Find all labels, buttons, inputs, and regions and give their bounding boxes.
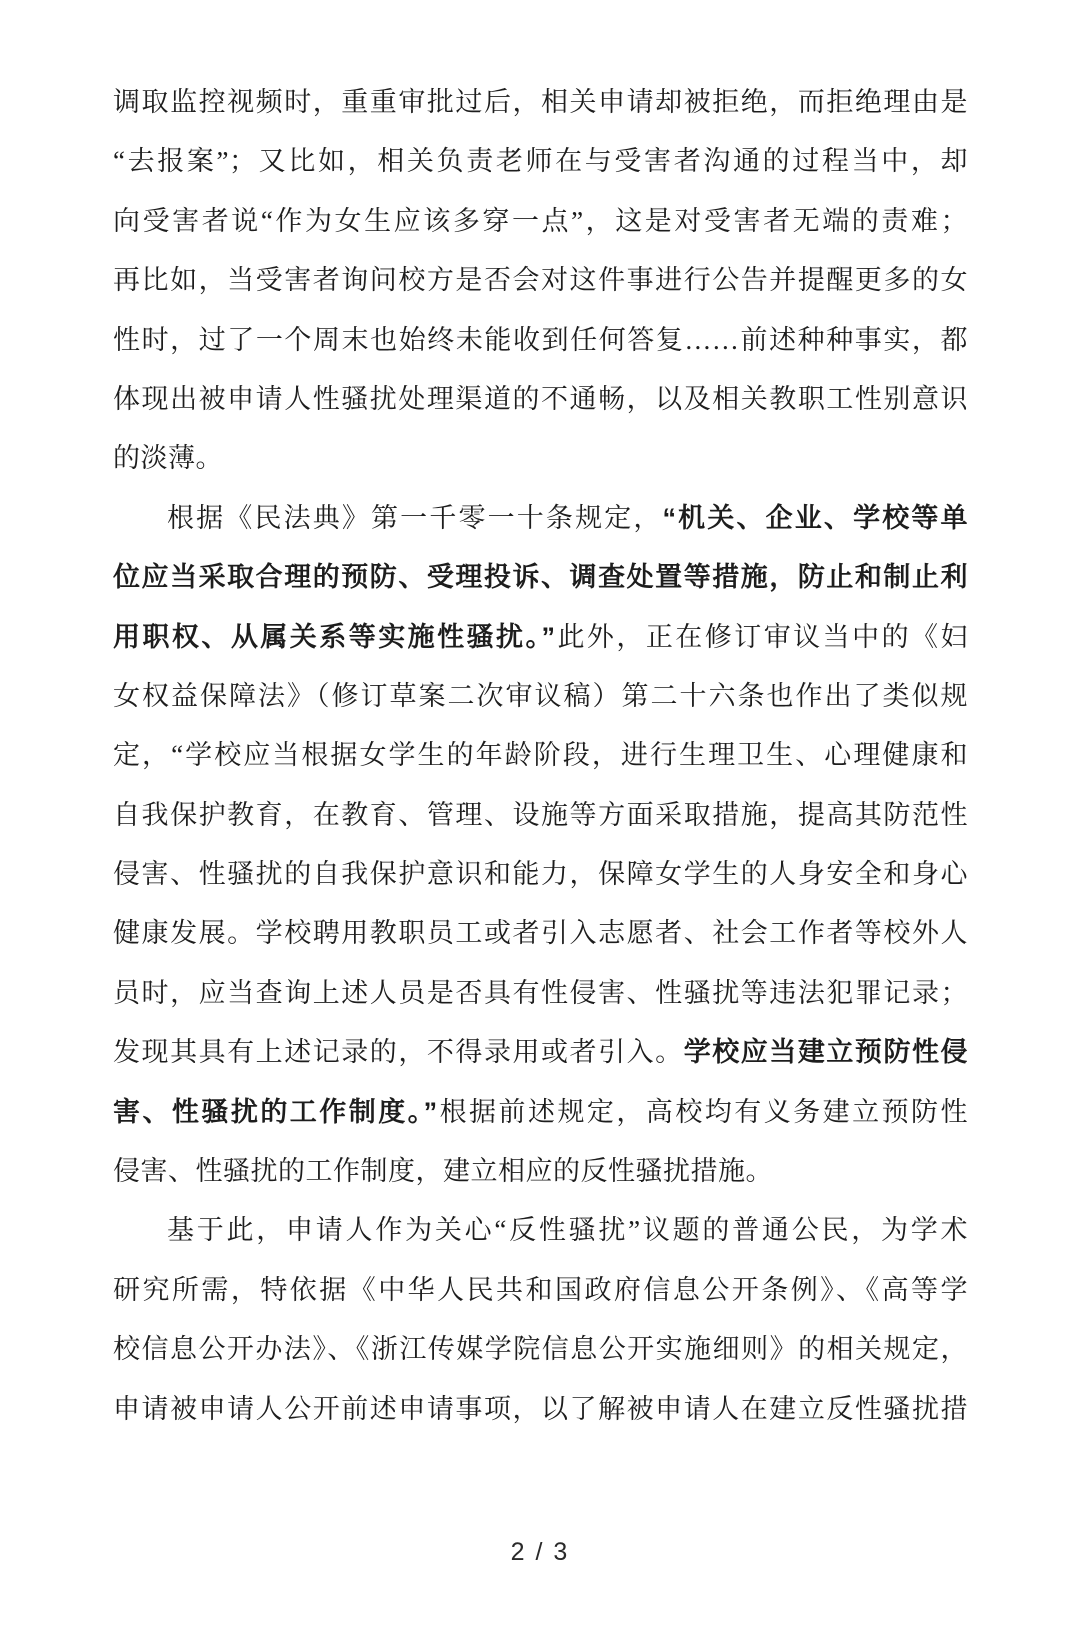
- text-run: 此外，正在修订审议当中的《妇: [555, 621, 969, 652]
- text-run: 根据《民法典》第一千零一十条规定，: [167, 502, 663, 533]
- text-line: [113, 1320, 968, 1379]
- text-line: [113, 1083, 968, 1142]
- page-number: 2 / 3: [510, 1538, 570, 1566]
- text-line: [113, 548, 968, 607]
- text-run: 校信息公开办法》、《浙江传媒学院信息公开实施细则》的相关规定，: [113, 1334, 968, 1365]
- text-line: [113, 1023, 968, 1082]
- bold-text-run: “机关、企业、学校等单: [662, 502, 969, 533]
- text-line: [113, 1380, 968, 1439]
- text-line: [113, 786, 968, 845]
- text-line: [113, 251, 968, 310]
- text-run: 调取监控视频时，重重审批过后，相关申请却被拒绝，而拒绝理由是: [113, 87, 968, 117]
- text-run: 女权益保障法》（修订草案二次审议稿）第二十六条也作出了类似规: [113, 680, 968, 711]
- text-line: [113, 904, 968, 963]
- bold-text-run: 害、性骚扰的工作制度。”: [113, 1096, 438, 1127]
- text-line: [113, 1261, 968, 1320]
- text-line: [113, 1142, 968, 1201]
- text-line: [113, 608, 968, 667]
- text-line: [113, 667, 968, 726]
- text-run: 根据前述规定，高校均有义务建立预防性: [437, 1096, 969, 1127]
- text-run: 侵害、性骚扰的工作制度，建立相应的反性骚扰措施。: [113, 1156, 773, 1187]
- text-line: [113, 726, 968, 785]
- text-run: 自我保护教育，在教育、管理、设施等方面采取措施，提高其防范性: [113, 799, 968, 830]
- text-line: [113, 132, 968, 191]
- text-run: 侵害、性骚扰的自我保护意识和能力，保障女学生的人身安全和身心: [113, 859, 968, 890]
- bold-text-run: 位应当采取合理的预防、受理投诉、调查处置等措施，防止和制止利: [113, 562, 968, 593]
- text-run: 向受害者说“作为女生应该多穿一点”，这是对受害者无端的责难；: [113, 205, 968, 236]
- text-run: 员时，应当查询上述人员是否具有性侵害、性骚扰等违法犯罪记录；: [113, 977, 968, 1008]
- text-run: 定，“学校应当根据女学生的年龄阶段，进行生理卫生、心理健康和: [113, 740, 968, 771]
- text-run: “去报案”；又比如，相关负责老师在与受害者沟通的过程当中，却: [113, 146, 968, 177]
- text-run: 的淡薄。: [113, 443, 223, 474]
- text-run: 基于此，申请人作为关心“反性骚扰”议题的普通公民，为学术: [167, 1215, 968, 1246]
- text-run: 发现其具有上述记录的，不得录用或者引入。: [113, 1037, 684, 1068]
- text-run: 健康发展。学校聘用教职员工或者引入志愿者、社会工作者等校外人: [113, 918, 968, 949]
- text-run: 体现出被申请人性骚扰处理渠道的不通畅，以及相关教职工性别意识: [113, 383, 968, 414]
- text-line: [113, 73, 968, 132]
- bold-text-run: 学校应当建立预防性侵: [683, 1037, 969, 1068]
- text-line: [113, 964, 968, 1023]
- text-line: [113, 192, 968, 251]
- text-line: [113, 429, 968, 488]
- bold-text-run: 用职权、从属关系等实施性骚扰。”: [113, 621, 556, 652]
- text-line: [113, 1201, 968, 1260]
- document-body: [113, 73, 968, 1439]
- text-run: 研究所需，特依据《中华人民共和国政府信息公开条例》、《高等学: [113, 1274, 968, 1305]
- text-line: [113, 489, 968, 548]
- text-line: [113, 311, 968, 370]
- text-run: 再比如，当受害者询问校方是否会对这件事进行公告并提醒更多的女: [113, 265, 968, 296]
- text-run: 申请被申请人公开前述申请事项，以了解被申请人在建立反性骚扰措: [113, 1393, 968, 1424]
- text-run: 性时，过了一个周末也始终未能收到任何答复……前述种种事实，都: [113, 324, 968, 355]
- text-line: [113, 845, 968, 904]
- text-line: [113, 370, 968, 429]
